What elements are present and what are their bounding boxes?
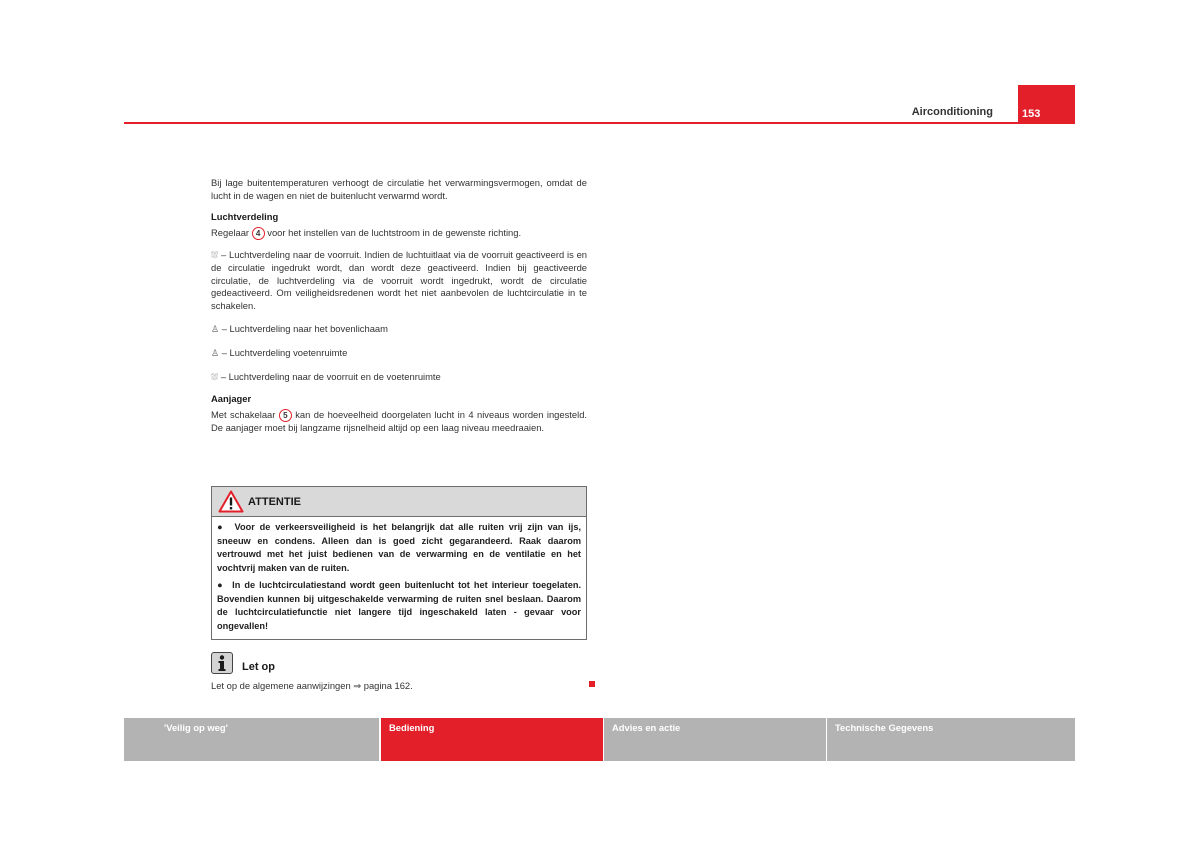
distribution-text: – Luchtverdeling naar de voorruit. Indien de luchtuitlaat via de voorruit geactiveerd is en de circulatie ingedrukt wordt, dan wordt deze geactiveerd. Indien bij geactiveerde circulatie, de luchtverdeling via de voorruit wordt ingedrukt, wordt de circulatie gedeactiveerd. Om veiligheidsredenen wordt het niet aanbevolen de luchtcirculatie in te schakelen. — [211, 248, 587, 312]
windshield-footwell-icon: ⛆ — [211, 372, 219, 383]
main-content — [211, 177, 587, 435]
regelaar-text-before: Regelaar — [211, 226, 250, 238]
distribution-item — [211, 371, 587, 384]
info-glyph-icon — [212, 653, 232, 673]
footer-tab-label: Advies en actie — [612, 722, 681, 733]
distribution-text: – Luchtverdeling naar de voorruit en de voetenruimte — [220, 371, 441, 383]
footer-tab-veilig-op-weg[interactable] — [124, 718, 379, 761]
distribution-item — [211, 249, 587, 314]
note-title: Let op — [242, 661, 275, 673]
distribution-text: – Luchtverdeling voetenruimte — [221, 347, 348, 359]
attentie-header — [212, 487, 586, 517]
bullet-icon: ● — [217, 580, 233, 590]
footer-tab-advies-en-actie[interactable] — [604, 718, 826, 761]
page-number-badge — [1018, 85, 1075, 124]
luchtverdeling-heading: Luchtverdeling — [211, 210, 279, 222]
aanjager-paragraph — [211, 409, 587, 435]
attentie-bullet-text: In de luchtcirculatiestand wordt geen buitenlucht tot het interieur toegelaten. Bovendien kunnen bij uitgeschakelde verwarming de ruiten snel beslaan. Daarom de luchtcirculatiefunctie niet langere tijd ingeschakeld laten - gevaar voor ongevallen! — [217, 580, 581, 631]
footer-tab-technische-gegevens[interactable] — [827, 718, 1075, 761]
attentie-box — [211, 486, 587, 640]
distribution-item — [211, 323, 587, 336]
attentie-bullet — [217, 521, 581, 575]
footwell-icon: ♙ — [211, 348, 220, 359]
attentie-title: ATTENTIE — [248, 496, 301, 508]
header-rule — [124, 122, 1075, 124]
footer-tab-label: 'Veilig op weg' — [164, 722, 228, 733]
callout-5: 5 — [279, 409, 292, 422]
warning-triangle-icon — [218, 490, 244, 513]
aanjager-heading: Aanjager — [211, 392, 252, 404]
footer-tab-label: Bediening — [389, 722, 435, 733]
page-number: 153 — [1022, 108, 1041, 120]
windshield-icon: ⛆ — [211, 249, 219, 260]
intro-paragraph: Bij lage buitentemperaturen verhoogt de circulatie het verwarmingsvermogen, omdat de lucht in de wagen en niet de buitenlucht verwarmd wordt. — [211, 177, 587, 201]
note-text[interactable]: Let op de algemene aanwijzingen ⇒ pagina 162. — [211, 680, 413, 691]
footer-tab-label: Technische Gegevens — [835, 722, 934, 733]
info-icon — [211, 652, 233, 674]
footer-tab-bediening[interactable] — [381, 718, 603, 761]
distribution-text: – Luchtverdeling naar het bovenlichaam — [221, 323, 388, 335]
attentie-body — [212, 517, 586, 633]
aanjager-text-before: Met schakelaar — [211, 408, 276, 420]
section-end-marker — [589, 681, 595, 687]
bullet-icon: ● — [217, 522, 235, 532]
section-title: Airconditioning — [911, 106, 993, 118]
upper-body-icon: ♙ — [211, 324, 220, 335]
regelaar-text-after: voor het instellen van de luchtstroom in de gewenste richting. — [267, 226, 522, 238]
attentie-bullet-text: Voor de verkeersveiligheid is het belangrijk dat alle ruiten vrij zijn van ijs, sneeuw en condens. Alleen dan is goed zicht gegarandeerd. Raak daarom vertrouwd met het juist bedienen van de verwarming en de ventilatie en het vochtvrij maken van de ruiten. — [217, 522, 582, 573]
regelaar-paragraph — [211, 227, 587, 240]
aanjager-text-after: kan de hoeveelheid doorgelaten lucht in 4 niveaus worden ingesteld. De aanjager moet bij langzame rijsnelheid altijd op een laag niveau meedraaien. — [211, 408, 588, 433]
callout-4: 4 — [252, 227, 265, 240]
attentie-bullet — [217, 579, 581, 633]
distribution-item — [211, 347, 587, 360]
